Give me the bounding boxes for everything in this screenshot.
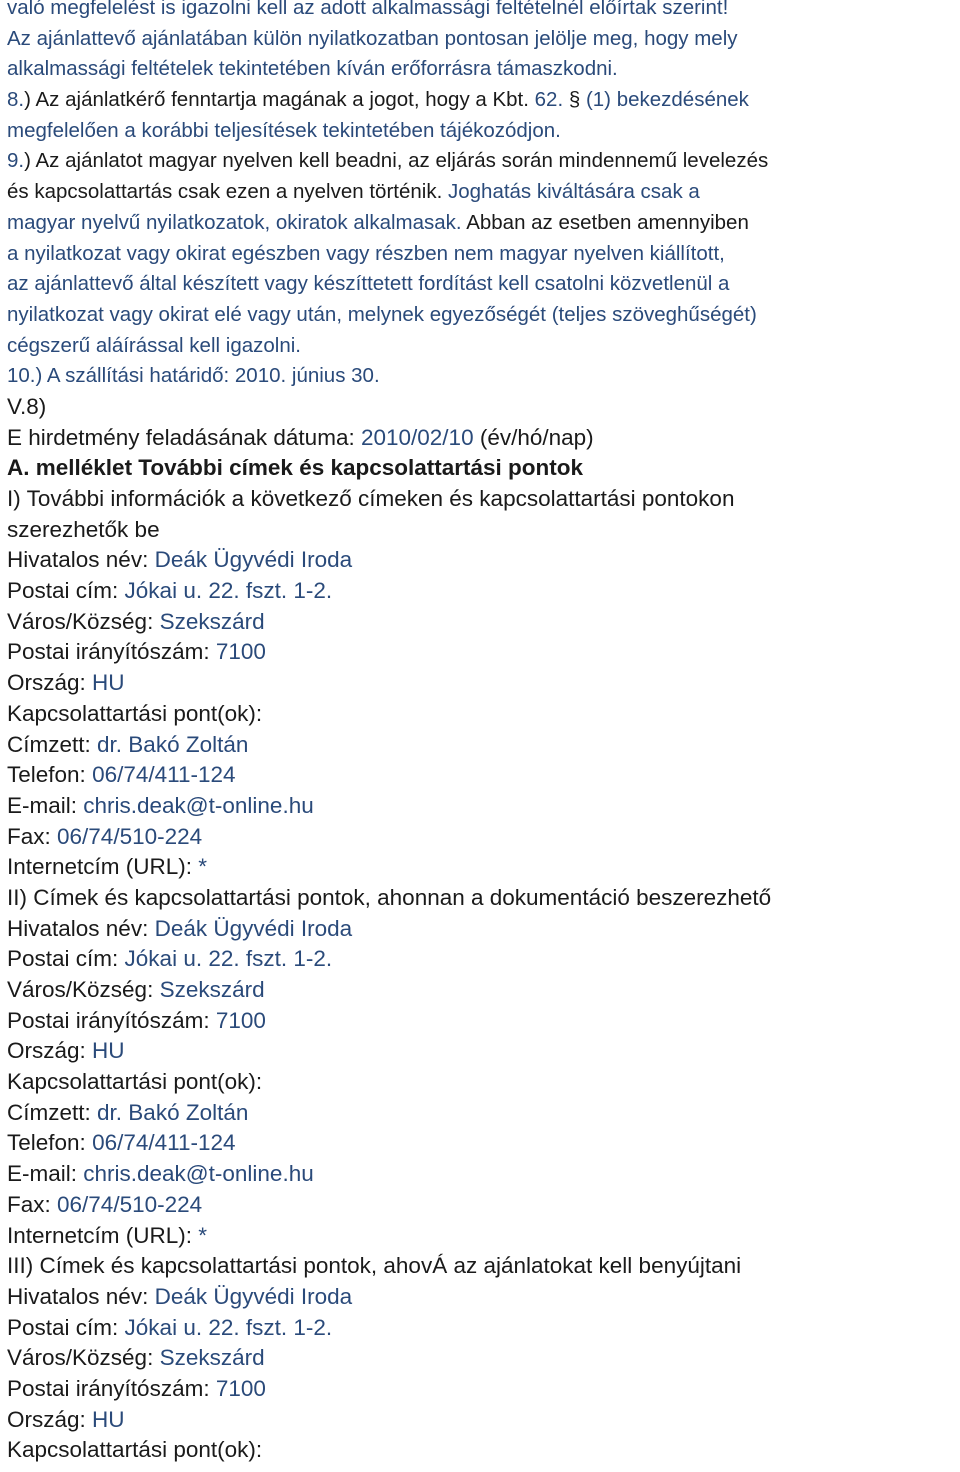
intro-segment: magyar nyelvű nyilatkozatok, okiratok alkalmasak. xyxy=(7,210,467,234)
recipient-name: Bakó Zoltán xyxy=(128,731,249,757)
fax-value: 06/74/510-224 xyxy=(57,1191,203,1217)
country-value: HU xyxy=(92,670,125,696)
contact-points-label: Kapcsolattartási pont(ok): xyxy=(7,1437,263,1463)
s2-contact-points xyxy=(7,1067,960,1098)
s1-phone xyxy=(7,760,960,791)
intro-line xyxy=(7,54,960,85)
s2-recipient xyxy=(7,1098,960,1129)
intro-segment: való megfelelést is igazolni kell az adott alkalmassági feltételnél előírtak szerint! xyxy=(7,0,729,19)
s3-postal-code xyxy=(7,1374,960,1405)
city-label: Város/Község: xyxy=(7,977,160,1002)
fax-value: 06/74/510-224 xyxy=(57,823,203,849)
postal-address-value: Jókai u. 22. fszt. 1-2. xyxy=(124,946,333,972)
email-value-tld[interactable]: .hu xyxy=(282,792,314,818)
postal-address-label: Postai cím: xyxy=(7,578,125,604)
official-name-value: Deák Ügyvédi Iroda xyxy=(154,1283,353,1309)
s2-phone xyxy=(7,1128,960,1159)
intro-segment: 10. xyxy=(7,364,36,388)
s1-email xyxy=(7,791,960,822)
intro-line xyxy=(7,208,960,239)
email-value-tld[interactable]: .hu xyxy=(282,1161,314,1187)
s1-country xyxy=(7,668,960,699)
city-label: Város/Község: xyxy=(7,1345,160,1371)
recipient-label: Címzett: xyxy=(7,731,98,757)
intro-line xyxy=(7,116,960,147)
recipient-name: Bakó Zoltán xyxy=(128,1099,249,1125)
country-value: HU xyxy=(92,1038,125,1064)
intro-line xyxy=(7,85,960,116)
section-1-title-line1 xyxy=(7,484,960,515)
recipient-prefix: dr. xyxy=(97,1099,129,1125)
url-label: Internetcím (URL): xyxy=(7,1222,199,1248)
s2-email xyxy=(7,1159,960,1190)
phone-value: 06/74/411-124 xyxy=(92,1130,236,1156)
official-name-value: Deák Ügyvédi Iroda xyxy=(154,915,353,941)
s1-postal-code xyxy=(7,637,960,668)
contact-points-label: Kapcsolattartási pont(ok): xyxy=(7,700,263,726)
official-name-label: Hivatalos név: xyxy=(7,547,155,573)
s3-contact-points xyxy=(7,1435,960,1466)
section-2-title xyxy=(7,883,960,914)
fax-label: Fax: xyxy=(7,823,58,849)
s2-official-name xyxy=(7,914,960,945)
postal-code-label: Postai irányítószám: xyxy=(7,639,216,665)
city-label: Város/Község: xyxy=(7,608,160,634)
section-1-title-line2 xyxy=(7,515,960,546)
intro-segment: 62. xyxy=(534,88,564,112)
email-value-main[interactable]: chris.deak@t-online xyxy=(83,792,283,818)
annex-title xyxy=(7,453,960,484)
s2-postal-address xyxy=(7,944,960,975)
s2-city xyxy=(7,975,960,1006)
country-label: Ország: xyxy=(7,1406,93,1432)
intro-line xyxy=(7,361,960,392)
intro-text xyxy=(7,0,960,392)
intro-segment: (1) bekezdésének xyxy=(585,88,749,112)
fax-label: Fax: xyxy=(7,1191,58,1217)
s1-postal-address xyxy=(7,576,960,607)
postal-address-value: Jókai u. 22. fszt. 1-2. xyxy=(124,1314,333,1340)
s2-postal-code xyxy=(7,1006,960,1037)
email-label: E-mail: xyxy=(7,1161,84,1187)
section-2-title-text: II) Címek és kapcsolattartási pontok, ahonnan a dokumentáció beszerezhető xyxy=(7,884,772,910)
s1-url xyxy=(7,852,960,883)
recipient-prefix: dr. xyxy=(97,731,129,757)
document-page xyxy=(7,0,960,1466)
official-name-label: Hivatalos név: xyxy=(7,915,155,941)
intro-line xyxy=(7,269,960,300)
s2-fax xyxy=(7,1190,960,1221)
intro-segment: cégszerű aláírással kell igazolni. xyxy=(7,333,301,357)
intro-segment: ) Az ajánlatot magyar nyelven kell beadni, az eljárás során mindennemű levelezés xyxy=(24,149,769,173)
s1-official-name xyxy=(7,545,960,576)
intro-segment: a nyilatkozat vagy okirat egészben vagy részben nem magyar nyelven kiállított, xyxy=(7,241,725,265)
intro-line xyxy=(7,0,960,24)
city-value: Szekszárd xyxy=(159,977,265,1002)
country-label: Ország: xyxy=(7,1038,93,1064)
section-3-title xyxy=(7,1251,960,1282)
country-label: Ország: xyxy=(7,670,93,696)
v8-heading-text: V.8) xyxy=(7,393,47,419)
v8-date-line xyxy=(7,423,960,454)
annex-title-text: A. melléklet További címek és kapcsolattartási pontok xyxy=(7,455,584,481)
section-1-title-text-1: I) További információk a következő címeken és kapcsolattartási pontokon xyxy=(7,486,735,511)
s1-fax xyxy=(7,822,960,853)
postal-code-label: Postai irányítószám: xyxy=(7,1007,216,1033)
intro-line xyxy=(7,300,960,331)
intro-segment: ) Az ajánlatkérő fenntartja magának a jogot, hogy a Kbt. xyxy=(24,88,535,112)
url-value: * xyxy=(198,1222,208,1248)
phone-label: Telefon: xyxy=(7,1130,93,1156)
intro-segment: az ajánlattevő által készített vagy készíttetett fordítást kell csatolni közvetlenül a xyxy=(7,272,730,296)
city-value: Szekszárd xyxy=(159,1345,265,1371)
intro-segment: alkalmassági feltételek tekintetében kíván erőforrásra támaszkodni. xyxy=(7,57,618,81)
postal-code-value: 7100 xyxy=(215,1375,266,1401)
s2-country xyxy=(7,1036,960,1067)
s1-contact-points xyxy=(7,699,960,730)
postal-address-label: Postai cím: xyxy=(7,1314,125,1340)
city-value: Szekszárd xyxy=(159,608,265,634)
contact-points-label: Kapcsolattartási pont(ok): xyxy=(7,1069,263,1095)
email-label: E-mail: xyxy=(7,792,84,818)
intro-segment: Az ajánlattevő ajánlatában külön nyilatkozatban pontosan jelölje meg, hogy mely xyxy=(7,26,738,50)
v8-date-label: E hirdetmény feladásának dátuma: xyxy=(7,424,361,450)
recipient-label: Címzett: xyxy=(7,1099,98,1125)
v8-date-value: 2010/02/10 xyxy=(360,424,474,450)
postal-address-value: Jókai u. 22. fszt. 1-2. xyxy=(124,578,333,604)
url-label: Internetcím (URL): xyxy=(7,854,199,880)
intro-segment: megfelelően a korábbi teljesítések tekintetében tájékozódjon. xyxy=(7,118,561,142)
intro-segment: § xyxy=(563,88,586,112)
s3-postal-address xyxy=(7,1313,960,1344)
intro-line xyxy=(7,177,960,208)
section-1-title-text-2: szerezhetők be xyxy=(7,516,160,542)
phone-label: Telefon: xyxy=(7,762,93,788)
intro-line xyxy=(7,331,960,362)
phone-value: 06/74/411-124 xyxy=(92,762,236,788)
s1-city xyxy=(7,607,960,638)
intro-segment: Abban az esetben amennyiben xyxy=(466,210,749,234)
intro-line xyxy=(7,239,960,270)
intro-line xyxy=(7,24,960,55)
v8-heading xyxy=(7,392,960,423)
s3-country xyxy=(7,1405,960,1436)
s3-official-name xyxy=(7,1282,960,1313)
intro-line xyxy=(7,146,960,177)
s3-city xyxy=(7,1343,960,1374)
section-3-title-text: III) Címek és kapcsolattartási pontok, ahovÁ az ajánlatokat kell benyújtani xyxy=(7,1253,742,1279)
intro-segment: 8. xyxy=(7,88,25,112)
official-name-value: Deák Ügyvédi Iroda xyxy=(154,547,353,573)
s2-url xyxy=(7,1221,960,1252)
s1-recipient xyxy=(7,730,960,761)
official-name-label: Hivatalos név: xyxy=(7,1283,155,1309)
postal-code-value: 7100 xyxy=(215,1007,266,1033)
url-value: * xyxy=(198,854,208,880)
intro-segment: 9. xyxy=(7,149,25,173)
v8-date-suffix: (év/hó/nap) xyxy=(473,424,594,450)
intro-segment: és kapcsolattartás csak ezen a nyelven történik. xyxy=(7,180,448,204)
intro-segment: nyilatkozat vagy okirat elé vagy után, melynek egyezőségét (teljes szöveghűségét) xyxy=(7,302,757,326)
postal-code-label: Postai irányítószám: xyxy=(7,1375,216,1401)
intro-segment: Joghatás kiváltására csak a xyxy=(447,180,700,204)
email-value-main[interactable]: chris.deak@t-online xyxy=(83,1161,283,1187)
country-value: HU xyxy=(92,1406,125,1432)
postal-code-value: 7100 xyxy=(215,639,266,665)
postal-address-label: Postai cím: xyxy=(7,946,125,972)
intro-segment: ) A szállítási határidő: 2010. június 30. xyxy=(35,364,380,388)
